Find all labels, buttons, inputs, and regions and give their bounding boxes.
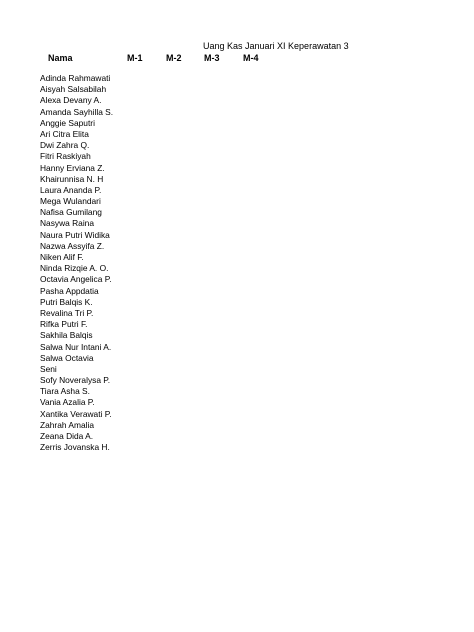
student-name-row: Hanny Erviana Z. <box>40 162 105 173</box>
student-name-row: Tiara Asha S. <box>40 386 90 397</box>
student-name-row: Pasha Appdatia <box>40 285 99 296</box>
student-name-row: Sofy Noveralysa P. <box>40 375 111 386</box>
student-name-row: Octavia Angelica P. <box>40 274 112 285</box>
student-name-row: Zeana Dida A. <box>40 431 94 441</box>
student-name-row: Amanda Sayhilla S. <box>40 106 114 117</box>
table-header-row <box>0 53 474 64</box>
student-name-row: Ninda Rizqie A. O. <box>40 263 109 274</box>
student-name-list <box>40 73 113 453</box>
student-name-row: Adinda Rahmawati <box>40 73 111 83</box>
student-name-row: Laura Ananda P. <box>40 184 102 195</box>
student-name-row: Zerris Jovanska H. <box>40 442 110 453</box>
column-header-m1: M-1 <box>127 53 143 63</box>
student-name-row: Ari Citra Elita <box>40 128 89 139</box>
student-name-row: Seni <box>40 363 57 374</box>
student-name-row: Naura Putri Widika <box>40 229 110 240</box>
column-header-m3: M-3 <box>204 53 220 63</box>
student-name-row: Revalina Tri P. <box>40 307 94 318</box>
student-name-row: Khairunnisa N. H <box>40 173 104 184</box>
student-name-row: Niken Alif F. <box>40 252 84 262</box>
column-header-nama: Nama <box>48 53 73 63</box>
student-name-row: Sakhila Balqis <box>40 330 93 341</box>
student-name-row: Dwi Zahra Q. <box>40 140 90 151</box>
student-name-row: Xantika Verawati P. <box>40 408 112 419</box>
student-name-row: Vania Azalia P. <box>40 397 95 408</box>
student-name-row: Fitri Raskiyah <box>40 151 91 162</box>
student-name-row: Salwa Nur Intani A. <box>40 341 112 352</box>
student-name-row: Putri Balqis K. <box>40 296 93 307</box>
sheet-title: Uang Kas Januari XI Keperawatan 3 <box>203 41 349 51</box>
student-name-row: Alexa Devany A. <box>40 95 102 106</box>
student-name-row: Zahrah Amalia <box>40 419 94 430</box>
student-name-row: Salwa Octavia <box>40 352 94 363</box>
column-header-m4: M-4 <box>243 53 259 63</box>
student-name-row: Nazwa Assyifa Z. <box>40 240 105 251</box>
student-name-row: Mega Wulandari <box>40 196 101 207</box>
student-name-row: Aisyah Salsabilah <box>40 84 107 95</box>
student-name-row: Anggie Saputri <box>40 117 95 128</box>
student-name-row: Rifka Putri F. <box>40 319 88 330</box>
column-header-m2: M-2 <box>166 53 182 63</box>
student-name-row: Nafisa Gumilang <box>40 207 102 218</box>
student-name-row: Nasywa Raina <box>40 218 94 229</box>
